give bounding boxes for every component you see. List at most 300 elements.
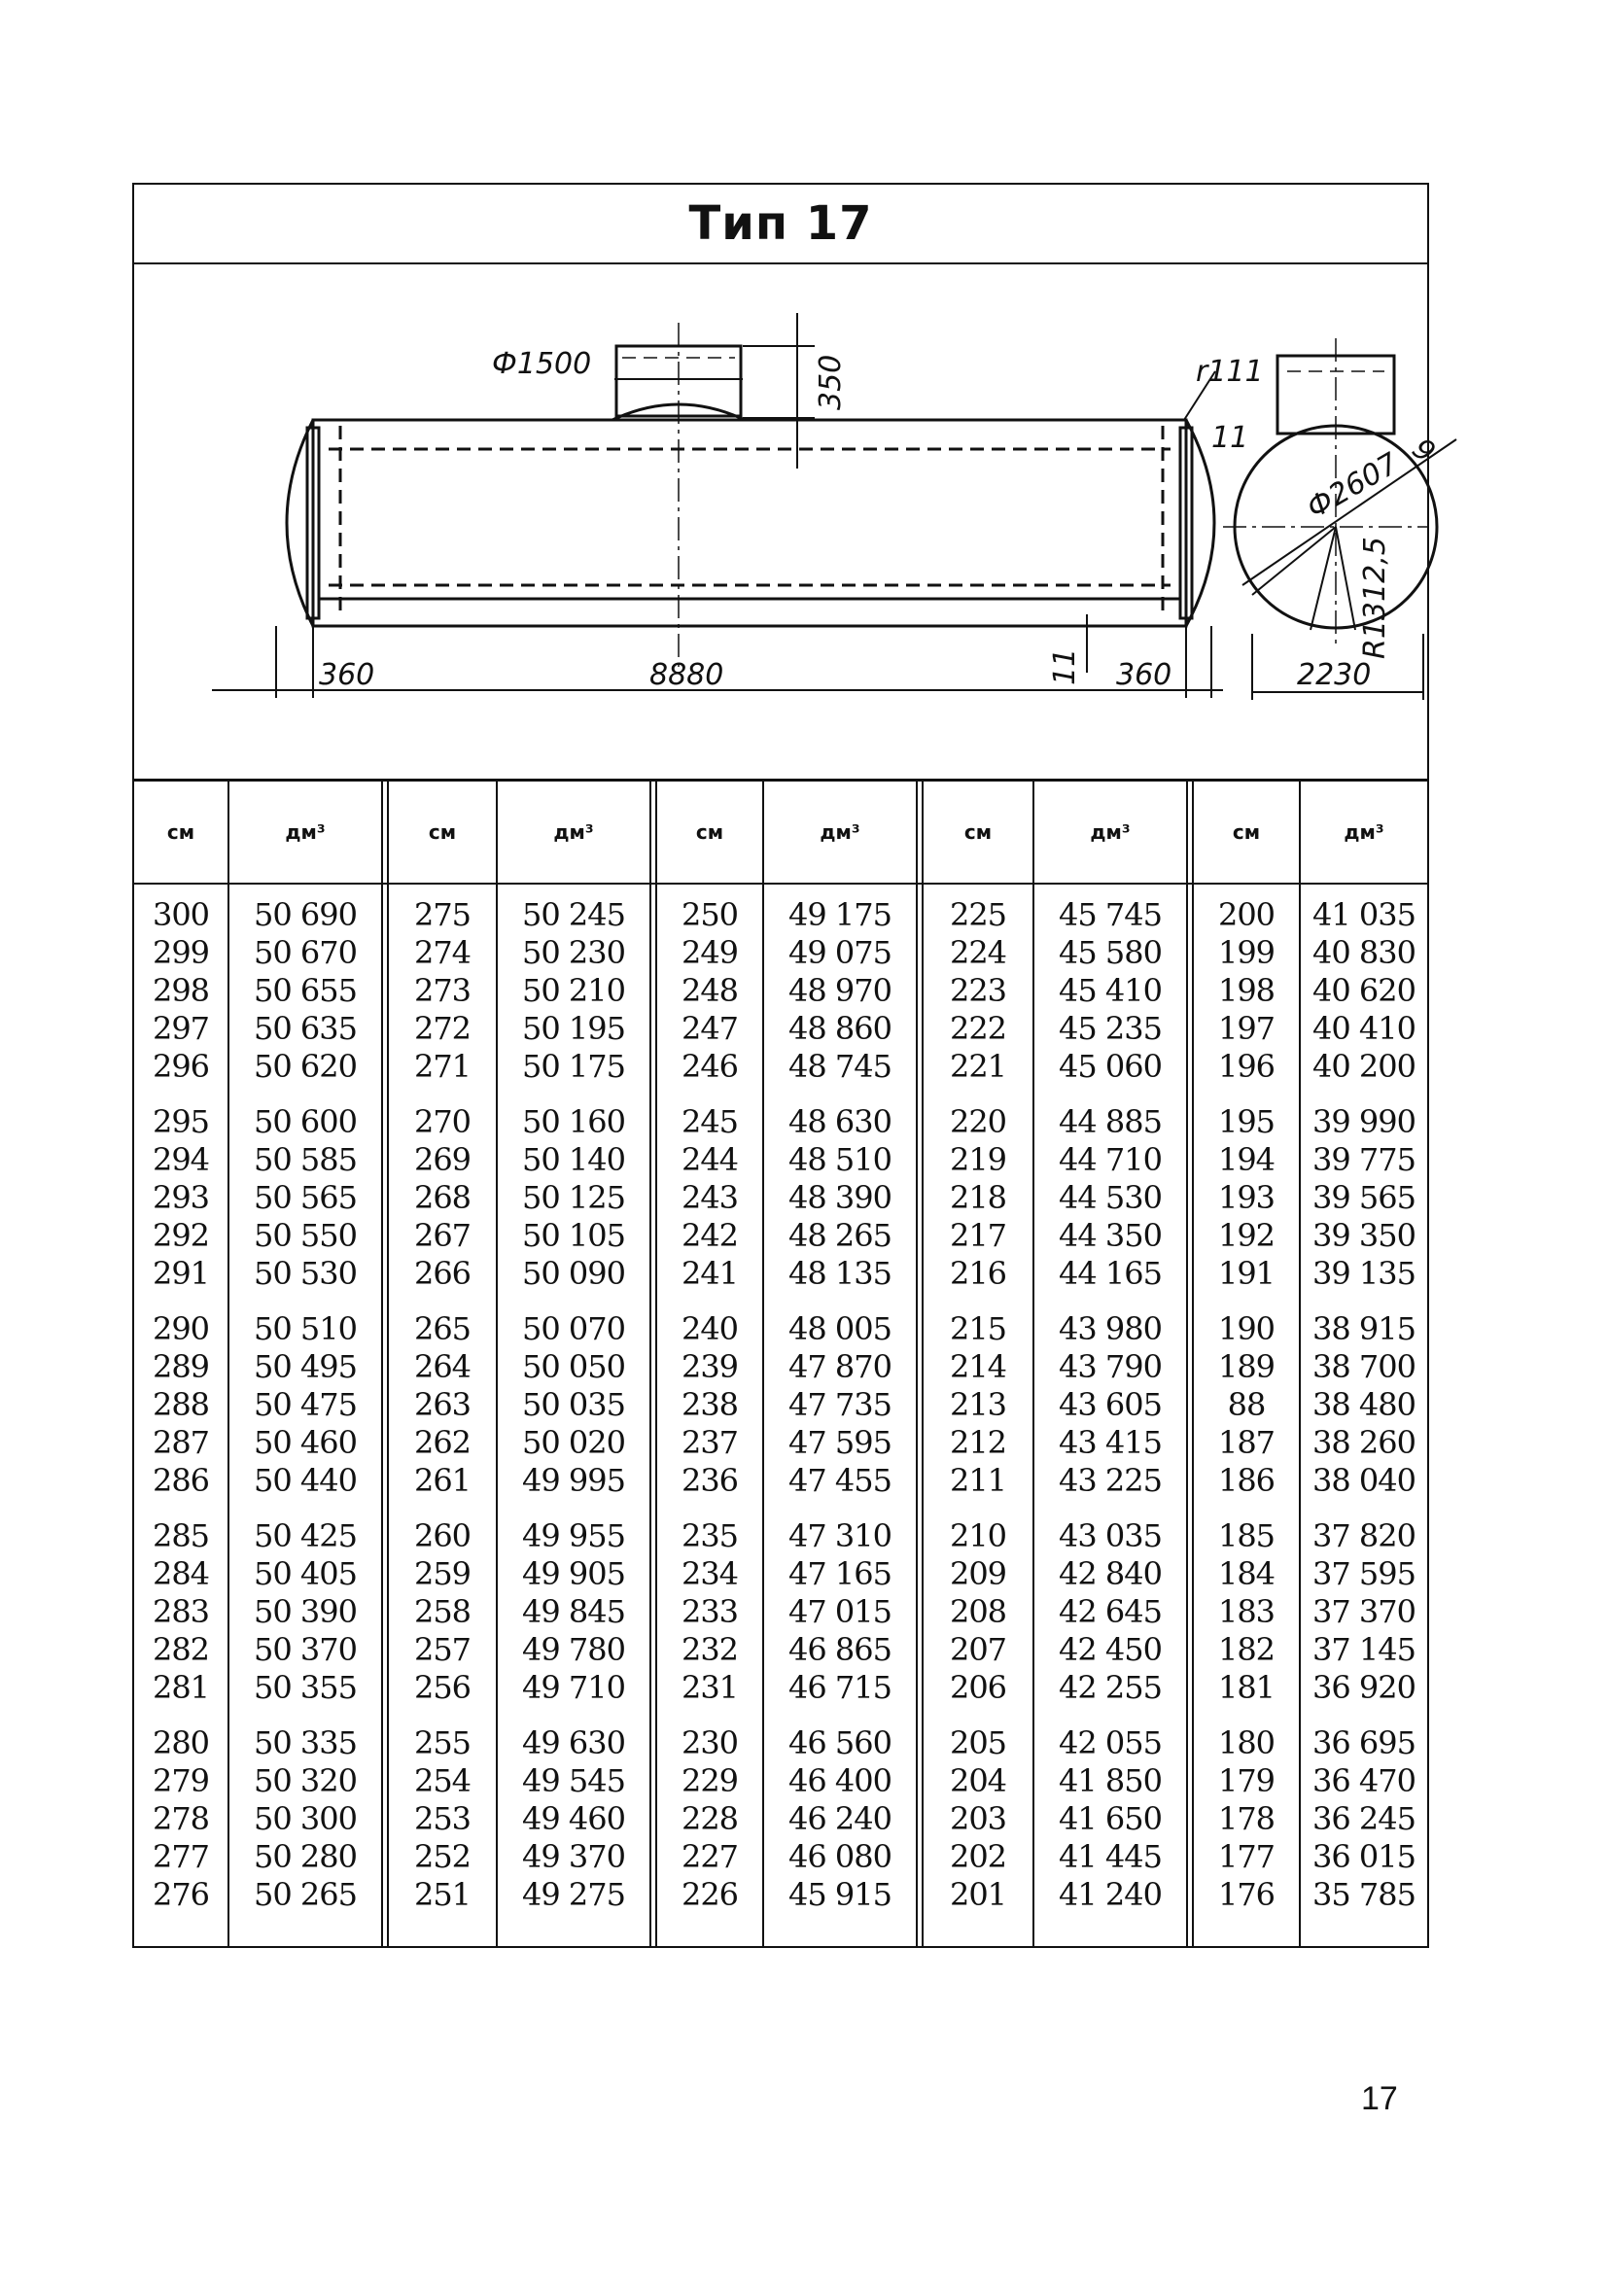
table-cell: 202 — [949, 1838, 1007, 1875]
table-cell: 43 790 — [1059, 1348, 1162, 1385]
table-cell: 50 070 — [522, 1310, 625, 1347]
table-cell: 49 075 — [788, 934, 891, 971]
table-cell: 266 — [413, 1255, 472, 1292]
dim-label-d2607: Ф2607 — [1301, 446, 1405, 526]
page-number: 17 — [1361, 2080, 1398, 2117]
table-cell: 45 745 — [1059, 896, 1162, 933]
table-cell: 224 — [949, 934, 1007, 971]
table-cell: 259 — [413, 1555, 472, 1592]
table-cell: 269 — [413, 1141, 472, 1178]
table-cell: 50 370 — [254, 1631, 357, 1668]
table-cell: 48 005 — [788, 1310, 891, 1347]
table-cell: 233 — [681, 1593, 739, 1630]
head-left-edges — [313, 420, 329, 626]
table-cell: 47 455 — [788, 1462, 891, 1499]
header-dm3: дм³ — [553, 820, 594, 844]
table-cell: 35 785 — [1312, 1876, 1416, 1913]
table-cell: 50 175 — [522, 1048, 625, 1085]
table-cell: 239 — [681, 1348, 739, 1385]
table-cell: 39 775 — [1312, 1141, 1416, 1178]
table-cell: 226 — [681, 1876, 739, 1913]
table-cell: 241 — [681, 1255, 739, 1292]
table-cell: 203 — [949, 1800, 1007, 1837]
table-cell: 50 405 — [254, 1555, 357, 1592]
table-cell: 275 — [413, 896, 472, 933]
rule — [381, 782, 383, 1946]
table-cell: 287 — [152, 1424, 210, 1461]
header-dm3: дм³ — [820, 820, 860, 844]
table-cell: 192 — [1217, 1217, 1276, 1254]
table-cell: 43 415 — [1059, 1424, 1162, 1461]
table-cell: 43 225 — [1059, 1462, 1162, 1499]
header-cm: см — [166, 820, 195, 844]
table-cell: 50 320 — [254, 1762, 357, 1799]
table-cell: 36 695 — [1312, 1724, 1416, 1761]
table-cell: 45 410 — [1059, 972, 1162, 1009]
table-cell: 251 — [413, 1876, 472, 1913]
table-cell: 249 — [681, 934, 739, 971]
table-cell: 268 — [413, 1179, 472, 1216]
tank-drawing-svg — [134, 264, 1442, 779]
table-cell: 50 160 — [522, 1103, 625, 1140]
table-cell: 176 — [1217, 1876, 1276, 1913]
table-cell: 50 125 — [522, 1179, 625, 1216]
dim-label-l360-left: 360 — [319, 658, 375, 692]
table-cell: 48 970 — [788, 972, 891, 1009]
table-cell: 50 390 — [254, 1593, 357, 1630]
table-cell: 50 210 — [522, 972, 625, 1009]
table-cell: 177 — [1217, 1838, 1276, 1875]
table-cell: 207 — [949, 1631, 1007, 1668]
table-cell: 49 460 — [522, 1800, 625, 1837]
table-cell: 211 — [949, 1462, 1007, 1499]
column-cm-3 — [657, 782, 762, 1946]
rule — [916, 782, 918, 1946]
table-cell: 50 140 — [522, 1141, 625, 1178]
table-cell: 47 735 — [788, 1386, 891, 1423]
table-cell: 232 — [681, 1631, 739, 1668]
table-cell: 41 240 — [1059, 1876, 1162, 1913]
technical-drawing — [134, 264, 1442, 782]
dim-label-d1500: Ф1500 — [492, 347, 592, 381]
table-cell: 48 510 — [788, 1141, 891, 1178]
table-cell: 36 470 — [1312, 1762, 1416, 1799]
table-cell: 50 335 — [254, 1724, 357, 1761]
table-cell: 46 715 — [788, 1669, 891, 1706]
table-cell: 222 — [949, 1010, 1007, 1047]
table-cell: 285 — [152, 1517, 210, 1554]
table-cell: 50 050 — [522, 1348, 625, 1385]
table-cell: 189 — [1217, 1348, 1276, 1385]
table-cell: 38 700 — [1312, 1348, 1416, 1385]
table-cell: 45 060 — [1059, 1048, 1162, 1085]
section-radius-3 — [1336, 527, 1355, 630]
table-cell: 292 — [152, 1217, 210, 1254]
table-cell: 183 — [1217, 1593, 1276, 1630]
table-cell: 283 — [152, 1593, 210, 1630]
table-cell: 264 — [413, 1348, 472, 1385]
table-cell: 38 915 — [1312, 1310, 1416, 1347]
table-cell: 46 400 — [788, 1762, 891, 1799]
table-cell: 191 — [1217, 1255, 1276, 1292]
table-cell: 229 — [681, 1762, 739, 1799]
table-cell: 257 — [413, 1631, 472, 1668]
rule — [649, 782, 651, 1946]
table-cell: 46 865 — [788, 1631, 891, 1668]
table-cell: 246 — [681, 1048, 739, 1085]
table-cell: 47 165 — [788, 1555, 891, 1592]
table-cell: 293 — [152, 1179, 210, 1216]
table-cell: 36 920 — [1312, 1669, 1416, 1706]
table-cell: 49 905 — [522, 1555, 625, 1592]
table-cell: 182 — [1217, 1631, 1276, 1668]
table-cell: 44 710 — [1059, 1141, 1162, 1178]
table-cell: 46 080 — [788, 1838, 891, 1875]
table-cell: 236 — [681, 1462, 739, 1499]
table-cell: 221 — [949, 1048, 1007, 1085]
table-cell: 48 135 — [788, 1255, 891, 1292]
table-cell: 42 645 — [1059, 1593, 1162, 1630]
table-cell: 240 — [681, 1310, 739, 1347]
table-cell: 206 — [949, 1669, 1007, 1706]
dim-label-l360-right: 360 — [1116, 658, 1172, 692]
table-cell: 50 510 — [254, 1310, 357, 1347]
table-cell: 258 — [413, 1593, 472, 1630]
table-cell: 48 860 — [788, 1010, 891, 1047]
table-cell: 88 — [1227, 1386, 1266, 1423]
table-cell: 46 240 — [788, 1800, 891, 1837]
table-cell: 243 — [681, 1179, 739, 1216]
table-cell: 50 035 — [522, 1386, 625, 1423]
table-cell: 186 — [1217, 1462, 1276, 1499]
table-cell: 48 630 — [788, 1103, 891, 1140]
table-cell: 180 — [1217, 1724, 1276, 1761]
table-cell: 276 — [152, 1876, 210, 1913]
table-cell: 228 — [681, 1800, 739, 1837]
table-cell: 49 175 — [788, 896, 891, 933]
table-cell: 37 595 — [1312, 1555, 1416, 1592]
table-cell: 262 — [413, 1424, 472, 1461]
table-cell: 208 — [949, 1593, 1007, 1630]
table-cell: 284 — [152, 1555, 210, 1592]
table-cell: 50 550 — [254, 1217, 357, 1254]
table-cell: 45 235 — [1059, 1010, 1162, 1047]
table-cell: 37 145 — [1312, 1631, 1416, 1668]
table-cell: 47 595 — [788, 1424, 891, 1461]
table-cell: 40 620 — [1312, 972, 1416, 1009]
table-cell: 271 — [413, 1048, 472, 1085]
table-cell: 50 690 — [254, 896, 357, 933]
column-cm-1 — [134, 782, 227, 1946]
dim-label-l8880: 8880 — [649, 658, 724, 692]
table-cell: 256 — [413, 1669, 472, 1706]
table-cell: 44 350 — [1059, 1217, 1162, 1254]
table-cell: 40 830 — [1312, 934, 1416, 971]
table-cell: 50 280 — [254, 1838, 357, 1875]
table-cell: 181 — [1217, 1669, 1276, 1706]
table-frame — [132, 183, 1442, 1948]
table-cell: 184 — [1217, 1555, 1276, 1592]
table-cell: 227 — [681, 1838, 739, 1875]
table-cell: 235 — [681, 1517, 739, 1554]
table-cell: 217 — [949, 1217, 1007, 1254]
table-cell: 290 — [152, 1310, 210, 1347]
header-cm: см — [428, 820, 457, 844]
table-cell: 297 — [152, 1010, 210, 1047]
table-cell: 50 090 — [522, 1255, 625, 1292]
table-cell: 41 035 — [1312, 896, 1416, 933]
table-cell: 198 — [1217, 972, 1276, 1009]
table-cell: 39 350 — [1312, 1217, 1416, 1254]
table-cell: 47 310 — [788, 1517, 891, 1554]
column-cm-2 — [389, 782, 496, 1946]
table-cell: 280 — [152, 1724, 210, 1761]
table-cell: 273 — [413, 972, 472, 1009]
table-cell: 49 710 — [522, 1669, 625, 1706]
table-cell: 296 — [152, 1048, 210, 1085]
table-cell: 50 600 — [254, 1103, 357, 1140]
table-cell: 299 — [152, 934, 210, 971]
table-cell: 50 460 — [254, 1424, 357, 1461]
table-cell: 45 915 — [788, 1876, 891, 1913]
table-cell: 238 — [681, 1386, 739, 1423]
table-cell: 39 135 — [1312, 1255, 1416, 1292]
table-cell: 43 980 — [1059, 1310, 1162, 1347]
section-radius-1 — [1252, 527, 1336, 595]
table-cell: 42 840 — [1059, 1555, 1162, 1592]
table-cell: 295 — [152, 1103, 210, 1140]
table-cell: 178 — [1217, 1800, 1276, 1837]
table-cell: 39 565 — [1312, 1179, 1416, 1216]
table-cell: 49 955 — [522, 1517, 625, 1554]
table-cell: 244 — [681, 1141, 739, 1178]
table-cell: 216 — [949, 1255, 1007, 1292]
table-cell: 50 425 — [254, 1517, 357, 1554]
dim-label-r1312: R1312,5 — [1358, 537, 1392, 659]
rule — [1186, 782, 1188, 1946]
table-cell: 219 — [949, 1141, 1007, 1178]
dim-label-h350: 350 — [814, 354, 848, 410]
table-cell: 50 300 — [254, 1800, 357, 1837]
table-cell: 260 — [413, 1517, 472, 1554]
table-cell: 42 255 — [1059, 1669, 1162, 1706]
table-cell: 248 — [681, 972, 739, 1009]
table-cell: 50 230 — [522, 934, 625, 971]
table-cell: 49 370 — [522, 1838, 625, 1875]
table-cell: 277 — [152, 1838, 210, 1875]
table-cell: 263 — [413, 1386, 472, 1423]
table-cell: 40 200 — [1312, 1048, 1416, 1085]
table-cell: 254 — [413, 1762, 472, 1799]
table-cell: 250 — [681, 896, 739, 933]
dim-label-t11: 11 — [1211, 421, 1249, 455]
dim-label-r111: r111 — [1196, 355, 1264, 389]
header-dm3: дм³ — [285, 820, 326, 844]
table-cell: 209 — [949, 1555, 1007, 1592]
table-cell: 44 165 — [1059, 1255, 1162, 1292]
table-cell: 298 — [152, 972, 210, 1009]
table-cell: 43 035 — [1059, 1517, 1162, 1554]
table-cell: 281 — [152, 1669, 210, 1706]
title-bar — [134, 185, 1427, 264]
table-cell: 50 670 — [254, 934, 357, 971]
table-cell: 190 — [1217, 1310, 1276, 1347]
column-dm3-5 — [1301, 782, 1427, 1946]
table-cell: 196 — [1217, 1048, 1276, 1085]
table-cell: 252 — [413, 1838, 472, 1875]
table-cell: 50 635 — [254, 1010, 357, 1047]
header-dm3: дм³ — [1344, 820, 1384, 844]
table-cell: 195 — [1217, 1103, 1276, 1140]
table-cell: 261 — [413, 1462, 472, 1499]
table-cell: 220 — [949, 1103, 1007, 1140]
table-cell: 37 370 — [1312, 1593, 1416, 1630]
table-cell: 50 195 — [522, 1010, 625, 1047]
column-dm3-2 — [498, 782, 649, 1946]
table-cell: 38 260 — [1312, 1424, 1416, 1461]
column-dm3-4 — [1034, 782, 1186, 1946]
column-cm-5 — [1194, 782, 1299, 1946]
table-cell: 291 — [152, 1255, 210, 1292]
table-cell: 253 — [413, 1800, 472, 1837]
dim-label-h9: 9 — [1405, 432, 1442, 470]
table-cell: 231 — [681, 1669, 739, 1706]
header-cm: см — [963, 820, 993, 844]
table-cell: 278 — [152, 1800, 210, 1837]
column-dm3-3 — [764, 782, 916, 1946]
table-cell: 50 495 — [254, 1348, 357, 1385]
table-cell: 49 780 — [522, 1631, 625, 1668]
table-cell: 45 580 — [1059, 934, 1162, 971]
table-cell: 48 390 — [788, 1179, 891, 1216]
table-cell: 43 605 — [1059, 1386, 1162, 1423]
section-radius-2 — [1311, 527, 1336, 630]
table-cell: 44 530 — [1059, 1179, 1162, 1216]
table-cell: 215 — [949, 1310, 1007, 1347]
table-cell: 294 — [152, 1141, 210, 1178]
table-cell: 218 — [949, 1179, 1007, 1216]
header-dm3: дм³ — [1090, 820, 1131, 844]
table-cell: 48 745 — [788, 1048, 891, 1085]
tank-head-left — [287, 420, 313, 626]
table-cell: 223 — [949, 972, 1007, 1009]
table-cell: 42 450 — [1059, 1631, 1162, 1668]
table-cell: 41 445 — [1059, 1838, 1162, 1875]
table-cell: 234 — [681, 1555, 739, 1592]
table-cell: 38 040 — [1312, 1462, 1416, 1499]
table-cell: 274 — [413, 934, 472, 971]
table-cell: 214 — [949, 1348, 1007, 1385]
dim-label-w2230: 2230 — [1297, 658, 1372, 692]
column-cm-4 — [924, 782, 1032, 1946]
table-cell: 210 — [949, 1517, 1007, 1554]
table-cell: 201 — [949, 1876, 1007, 1913]
table-cell: 272 — [413, 1010, 472, 1047]
table-cell: 230 — [681, 1724, 739, 1761]
table-cell: 179 — [1217, 1762, 1276, 1799]
table-cell: 213 — [949, 1386, 1007, 1423]
table-cell: 50 265 — [254, 1876, 357, 1913]
table-cell: 47 015 — [788, 1593, 891, 1630]
table-cell: 197 — [1217, 1010, 1276, 1047]
table-cell: 50 245 — [522, 896, 625, 933]
table-cell: 242 — [681, 1217, 739, 1254]
table-cell: 44 885 — [1059, 1103, 1162, 1140]
table-cell: 50 355 — [254, 1669, 357, 1706]
table-cell: 267 — [413, 1217, 472, 1254]
table-cell: 49 995 — [522, 1462, 625, 1499]
table-cell: 187 — [1217, 1424, 1276, 1461]
table-cell: 204 — [949, 1762, 1007, 1799]
table-cell: 245 — [681, 1103, 739, 1140]
table-cell: 39 990 — [1312, 1103, 1416, 1140]
table-cell: 36 245 — [1312, 1800, 1416, 1837]
table-cell: 37 820 — [1312, 1517, 1416, 1554]
table-cell: 265 — [413, 1310, 472, 1347]
table-cell: 289 — [152, 1348, 210, 1385]
table-cell: 41 650 — [1059, 1800, 1162, 1837]
table-cell: 50 585 — [254, 1141, 357, 1178]
table-cell: 237 — [681, 1424, 739, 1461]
table-cell: 48 265 — [788, 1217, 891, 1254]
table-cell: 225 — [949, 896, 1007, 933]
table-cell: 50 475 — [254, 1386, 357, 1423]
table-cell: 42 055 — [1059, 1724, 1162, 1761]
table-cell: 185 — [1217, 1517, 1276, 1554]
table-cell: 49 630 — [522, 1724, 625, 1761]
header-cm: см — [695, 820, 724, 844]
table-cell: 50 655 — [254, 972, 357, 1009]
tank-head-right — [1186, 420, 1214, 626]
tank-body — [313, 420, 1186, 626]
table-cell: 50 440 — [254, 1462, 357, 1499]
table-cell: 50 105 — [522, 1217, 625, 1254]
table-cell: 270 — [413, 1103, 472, 1140]
table-cell: 279 — [152, 1762, 210, 1799]
table-cell: 50 620 — [254, 1048, 357, 1085]
table-cell: 49 275 — [522, 1876, 625, 1913]
table-cell: 50 565 — [254, 1179, 357, 1216]
table-cell: 288 — [152, 1386, 210, 1423]
table-cell: 247 — [681, 1010, 739, 1047]
table-cell: 50 020 — [522, 1424, 625, 1461]
table-cell: 49 545 — [522, 1762, 625, 1799]
table-cell: 282 — [152, 1631, 210, 1668]
table-cell: 46 560 — [788, 1724, 891, 1761]
page-title: Тип 17 — [688, 196, 873, 251]
table-cell: 205 — [949, 1724, 1007, 1761]
table-cell: 41 850 — [1059, 1762, 1162, 1799]
table-cell: 255 — [413, 1724, 472, 1761]
table-cell: 38 480 — [1312, 1386, 1416, 1423]
table-cell: 212 — [949, 1424, 1007, 1461]
table-cell: 50 530 — [254, 1255, 357, 1292]
table-cell: 194 — [1217, 1141, 1276, 1178]
table-cell: 49 845 — [522, 1593, 625, 1630]
volume-table — [134, 782, 1427, 1946]
table-cell: 300 — [152, 896, 210, 933]
table-cell: 40 410 — [1312, 1010, 1416, 1047]
table-cell: 199 — [1217, 934, 1276, 971]
column-dm3-1 — [229, 782, 381, 1946]
table-cell: 286 — [152, 1462, 210, 1499]
table-cell: 47 870 — [788, 1348, 891, 1385]
table-cell: 200 — [1217, 896, 1276, 933]
header-cm: см — [1232, 820, 1261, 844]
table-cell: 36 015 — [1312, 1838, 1416, 1875]
table-cell: 193 — [1217, 1179, 1276, 1216]
dim-label-t11-bottom: 11 — [1048, 647, 1082, 685]
